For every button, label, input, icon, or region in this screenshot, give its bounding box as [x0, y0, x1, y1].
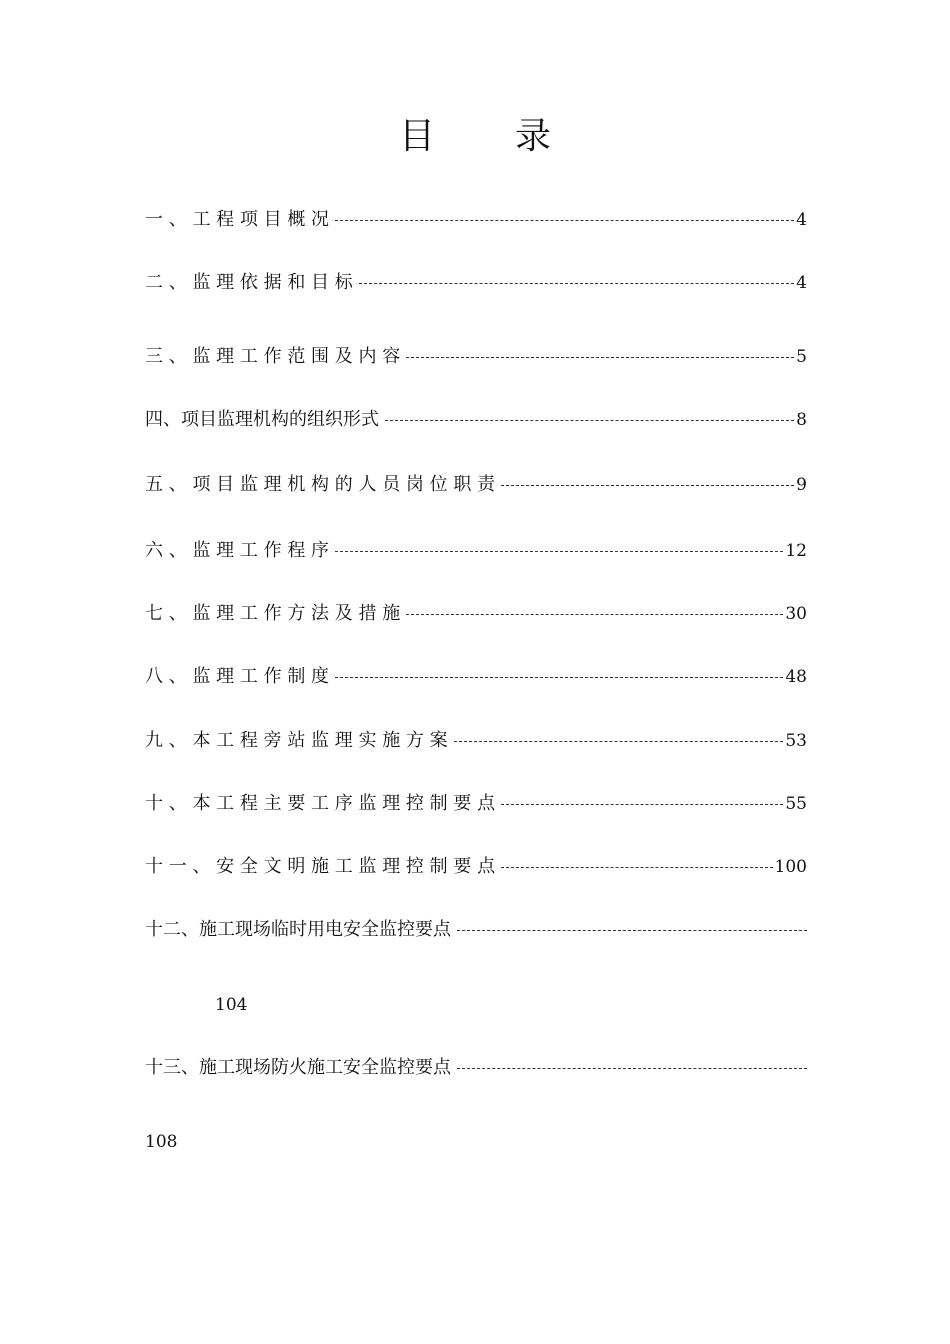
toc-leader	[501, 472, 794, 486]
toc-entry-5[interactable]	[145, 472, 807, 498]
toc-page: 9	[796, 475, 807, 495]
toc-page-wrapped: 108	[145, 1132, 178, 1152]
toc-leader	[406, 344, 794, 358]
toc-page: 12	[785, 541, 807, 561]
toc-label: 十三、施工现场防火施工安全监控要点	[145, 1057, 451, 1078]
toc-leader	[359, 270, 794, 284]
toc-entry-11[interactable]	[145, 854, 807, 880]
toc-entry-1[interactable]	[145, 207, 807, 233]
toc-entry-13[interactable]	[145, 1055, 807, 1081]
toc-page: 5	[796, 347, 807, 367]
toc-page: 100	[774, 857, 807, 877]
toc-label: 六 、 监 理 工 作 程 序	[145, 540, 330, 561]
toc-label: 五 、 项 目 监 理 机 构 的 人 员 岗 位 职 责	[145, 474, 496, 495]
toc-entry-7[interactable]	[145, 601, 807, 627]
toc-entry-2[interactable]	[145, 270, 807, 296]
toc-page: 4	[796, 273, 807, 293]
toc-leader	[501, 854, 772, 868]
toc-leader	[406, 601, 783, 615]
toc-leader	[454, 728, 784, 742]
toc-leader	[385, 407, 794, 421]
toc-page: 4	[796, 210, 807, 230]
toc-label: 四、项目监理机构的组织形式	[145, 409, 379, 430]
toc-label: 十 、 本 工 程 主 要 工 序 监 理 控 制 要 点	[145, 793, 496, 814]
toc-label: 八 、 监 理 工 作 制 度	[145, 666, 330, 687]
toc-entry-3[interactable]	[145, 344, 807, 370]
toc-label: 二 、 监 理 依 据 和 目 标	[145, 272, 353, 293]
toc-entry-4[interactable]	[145, 407, 807, 433]
toc-page: 8	[796, 410, 807, 430]
toc-page: 53	[785, 731, 807, 751]
toc-page: 55	[785, 794, 807, 814]
toc-leader	[335, 207, 794, 221]
title-char-1: 目	[398, 116, 435, 157]
toc-label: 三 、 监 理 工 作 范 围 及 内 容	[145, 346, 401, 367]
toc-leader	[335, 664, 783, 678]
toc-leader	[335, 538, 783, 552]
toc-label: 十 一 、 安 全 文 明 施 工 监 理 控 制 要 点	[145, 856, 496, 877]
page-title	[0, 108, 950, 159]
toc-leader	[457, 1055, 807, 1069]
title-char-2: 录	[515, 116, 552, 157]
toc-leader	[501, 791, 783, 805]
toc-entry-9[interactable]	[145, 728, 807, 754]
toc-entry-12[interactable]	[145, 917, 807, 943]
toc-page: 30	[785, 604, 807, 624]
toc-label: 七 、 监 理 工 作 方 法 及 措 施	[145, 603, 401, 624]
toc-leader	[457, 917, 807, 931]
toc-label: 九 、 本 工 程 旁 站 监 理 实 施 方 案	[145, 730, 448, 751]
toc-page: 48	[785, 667, 807, 687]
toc-page-wrapped: 104	[215, 995, 248, 1015]
toc-entry-8[interactable]	[145, 664, 807, 690]
toc-label: 十二、施工现场临时用电安全监控要点	[145, 919, 451, 940]
toc-entry-10[interactable]	[145, 791, 807, 817]
toc-entry-6[interactable]	[145, 538, 807, 564]
toc-label: 一 、 工 程 项 目 概 况	[145, 209, 330, 230]
